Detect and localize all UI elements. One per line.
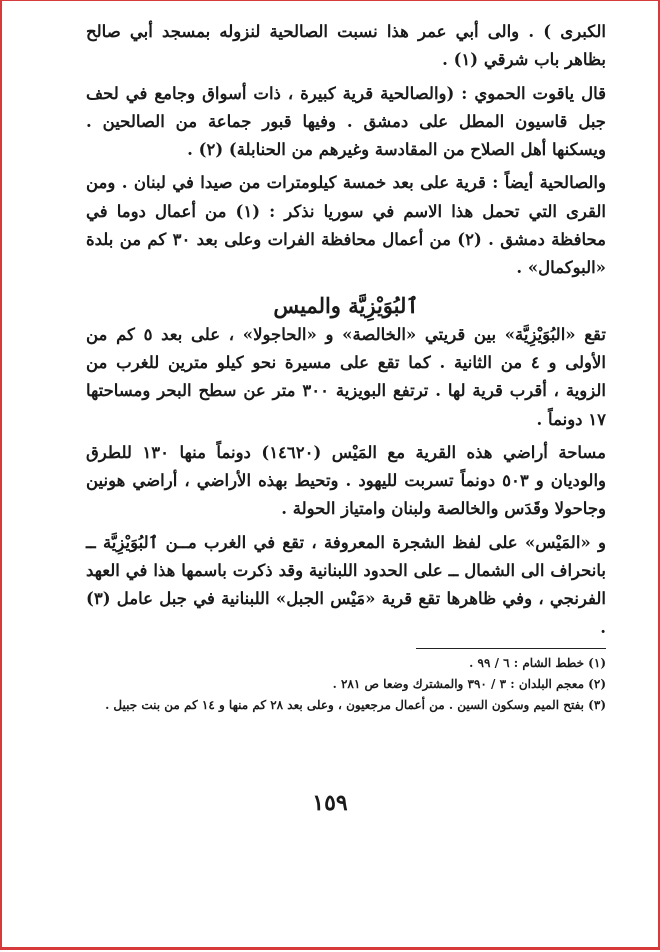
- paragraph-1: الكبرى ) . والى أبي عمر هذا نسبت الصالحية لنزوله بمسجد أبي صالح بظاهر باب شرقي (١) .: [86, 22, 606, 70]
- footnote-divider: [416, 648, 606, 649]
- footnote-2: (٢) معجم البلدان : ٣ / ٣٩٠ والمشترك وضعا ص ٢٨١ .: [332, 676, 606, 691]
- page-number: ١٥٩: [312, 790, 348, 816]
- footnote-3: (٣) بفتح الميم وسكون السين . من أعمال مرجعيون ، وعلى بعد ٢٨ كم منها و ١٤ كم من بنت جبيل .: [105, 697, 606, 712]
- document-page: [86, 18, 606, 716]
- paragraph-2: قال ياقوت الحموي : (والصالحية قرية كبيرة ، ذات أسواق وجامع في لحف جبل قاسيون المطل على دمشق . وفيها قبور جماعة من الصالحين . ويسكنها أهل الصلاح من المقادسة وغيرهم من الحنابلة) (٢) .: [86, 83, 606, 160]
- paragraph-6: و «المَيْس» على لفظ الشجرة المعروفة ، تقع في الغرب مــن ٱلبُوَيْزِيَّة ــ بانحراف الى الشمال ــ على الحدود اللبنانية وقد ذكرت باسمها هذا في العهد الفرنجي ، وفي ظاهرها تقع قرية «مَيْس الجبل» اللبنانية في جبل عامل (٣) .: [86, 532, 606, 637]
- footnote-1: (١) خطط الشام : ٦ / ٩٩ .: [469, 655, 606, 670]
- paragraph-4: تقع «البُوَيْزِيَّة» بين قريتي «الخالصة» و «الحاجولا» ، على بعد ٥ كم من الأولى و ٤ من الثانية . كما تقع على مسيرة نحو كيلو مترين للغرب من الزوية ، أقرب قرية لها . ترتفع البويزية ٣٠٠ متر عن سطح البحر ومساحتها ١٧ دونماً .: [86, 324, 607, 429]
- paragraph-5: مساحة أراضي هذه القرية مع المَيْس (١٤٦٢٠) دونماً منها ١٣٠ للطرق والوديان و ٥٠٣ دونماً تسربت لليهود . وتحيط بهذه الأراضي ، أراضي هونين وجاحولا وقَدَس والخالصة ولبنان وامتياز الحولة .: [86, 442, 606, 519]
- paragraph-3: والصالحية أيضاً : قرية على بعد خمسة كيلومترات من صيدا في لبنان . ومن القرى التي تحمل هذا الاسم في سوريا نذكر : (١) من أعمال دوما في محافظة دمشق . (٢) من أعمال محافظة الفرات وعلى بعد ٣٠ كم من بلدة «البوكمال» .: [86, 173, 606, 278]
- section-heading: ٱلبُوَيْزِيَّة والميس: [273, 292, 419, 318]
